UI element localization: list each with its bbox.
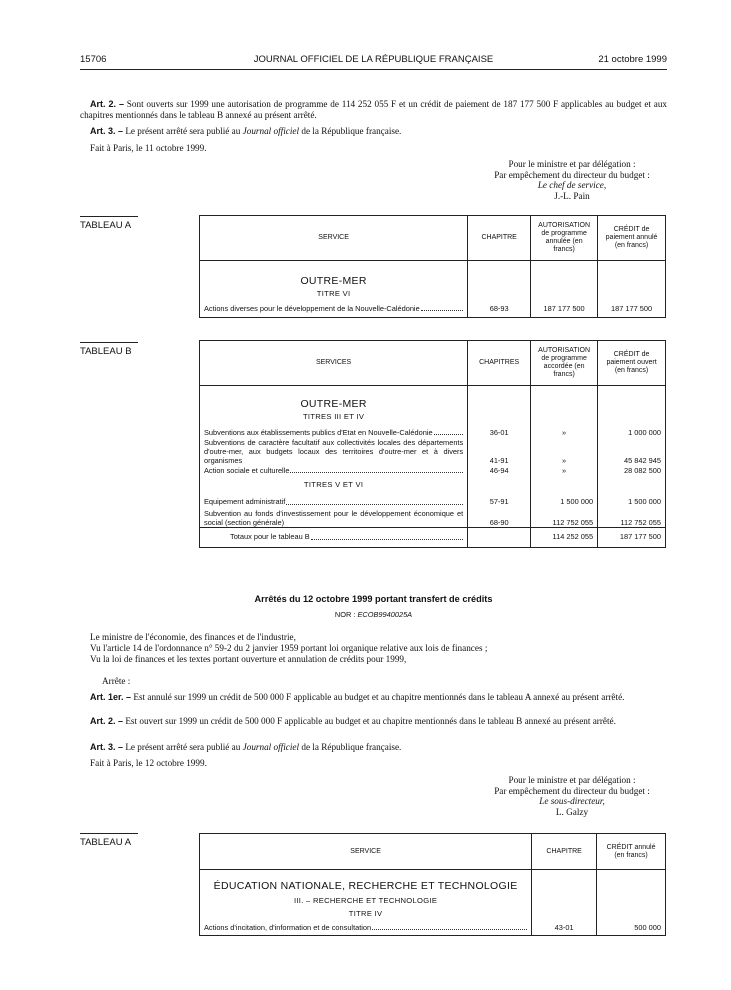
preamble-minister: Le ministre de l'économie, des finances et de l'industrie,: [90, 632, 296, 642]
col-chapitres: CHAPITRES: [468, 341, 531, 386]
done-at: Fait à Paris, le 11 octobre 1999.: [90, 143, 207, 153]
preamble-vu-2: Vu la loi de finances et les textes portant ouverture et annulation de crédits pour 1999,: [90, 654, 407, 664]
col-service: SERVICE: [200, 834, 532, 870]
table-row: Subventions de caractère facultatif aux collectivités locales des départements d'outre-mer, aux budgets locaux des territoires d'outre-mer et à divers organismes 41-91 » 45 842 945: [200, 437, 666, 466]
table-row: Equipement administratif 57-91 1 500 000 1 500 000: [200, 497, 666, 506]
table-b-outre-mer: [199, 340, 666, 548]
titre-label: TITRES III ET IV: [200, 409, 468, 427]
arrete-label: Arrête :: [102, 676, 131, 686]
table-row: Action sociale et culturelle 46-94 » 28 082 500: [200, 466, 666, 475]
titre-label: TITRE VI: [200, 287, 468, 298]
table-a-education: [199, 833, 666, 936]
article-2: Art. 2. – Est ouvert sur 1999 un crédit de 500 000 F applicable au budget et au chapitre mentionnés dans le tableau B annexé au présent arrêté.: [90, 716, 616, 726]
preamble-vu-1: Vu l'article 14 de l'ordonnance n° 59-2 du 2 janvier 1959 portant loi organique relative aux lois de finances ;: [90, 643, 488, 653]
nor-reference: NOR : ECOB9940025A: [334, 610, 413, 619]
col-service: SERVICE: [200, 216, 468, 261]
col-credit: CRÉDIT de paiement annulé (en francs): [598, 216, 666, 261]
article-2: Art. 2. – Sont ouverts sur 1999 une autorisation de programme de 114 252 055 F et un crédit de paiement de 187 177 500 F applicables au budget et aux chapitres mentionnés dans le tableau B annexé au présent arrêté.: [80, 99, 668, 120]
col-services: SERVICES: [200, 341, 468, 386]
signature-block: Pour le ministre et par délégation : Par empêchement du directeur du budget : Le sous-directeur, L. Galzy: [494, 775, 650, 817]
article-3: Art. 3. – Le présent arrêté sera publié au Journal officiel de la République française.: [90, 742, 402, 752]
section-title: OUTRE-MER: [200, 275, 468, 287]
subsection-label: III. – RECHERCHE ET TECHNOLOGIE: [200, 892, 532, 905]
decree-title: Arrêtés du 12 octobre 1999 portant transfert de crédits: [254, 594, 493, 604]
col-credit: CRÉDIT annulé (en francs): [597, 834, 666, 870]
article-3: Art. 3. – Le présent arrêté sera publié au Journal officiel de la République française.: [90, 126, 402, 136]
col-autorisation: AUTORISATION de programme annulée (en francs): [531, 216, 598, 261]
table-row: Subventions aux établissements publics d'Etat en Nouvelle-Calédonie 36-01 » 1 000 000: [200, 428, 666, 437]
titre-label: TITRES V ET VI: [200, 475, 468, 497]
journal-title: JOURNAL OFFICIEL DE LA RÉPUBLIQUE FRANÇAISE: [253, 54, 494, 65]
table-tag: TABLEAU A: [80, 216, 138, 231]
section-title: OUTRE-MER: [200, 400, 468, 409]
signature-block: Pour le ministre et par délégation : Par empêchement du directeur du budget : Le chef de service, J.-L. Pain: [494, 159, 650, 201]
table-row: Actions diverses pour le développement de la Nouvelle-Calédonie 68-93 187 177 500 187 177 500: [200, 298, 666, 318]
article-1: Art. 1er. – Est annulé sur 1999 un crédit de 500 000 F applicable au budget et au chapitre mentionnés dans le tableau A annexé au présent arrêté.: [90, 692, 625, 702]
col-credit: CRÉDIT de paiement ouvert (en francs): [598, 341, 666, 386]
done-at: Fait à Paris, le 12 octobre 1999.: [90, 758, 207, 768]
col-autorisation: AUTORISATION de programme accordée (en francs): [531, 341, 598, 386]
table-tag: TABLEAU B: [80, 342, 138, 357]
header-rule: [80, 69, 667, 70]
section-title: ÉDUCATION NATIONALE, RECHERCHE ET TECHNOLOGIE: [200, 880, 532, 892]
col-chapitre: CHAPITRE: [468, 216, 531, 261]
table-row: Subvention au fonds d'investissement pour le développement économique et social (section générale) 68-90 112 752 055 112 752 055: [200, 507, 666, 528]
table-a-outre-mer: [199, 215, 666, 318]
issue-date: 21 octobre 1999: [598, 54, 667, 65]
table-tag: TABLEAU A: [80, 833, 138, 848]
col-chapitre: CHAPITRE: [532, 834, 597, 870]
page-number: 15706: [80, 54, 107, 65]
total-row: Totaux pour le tableau B 114 252 055 187 177 500: [200, 528, 666, 547]
titre-label: TITRE IV: [200, 905, 532, 918]
table-row: Actions d'incitation, d'information et de consultation 43-01 500 000: [200, 918, 666, 936]
